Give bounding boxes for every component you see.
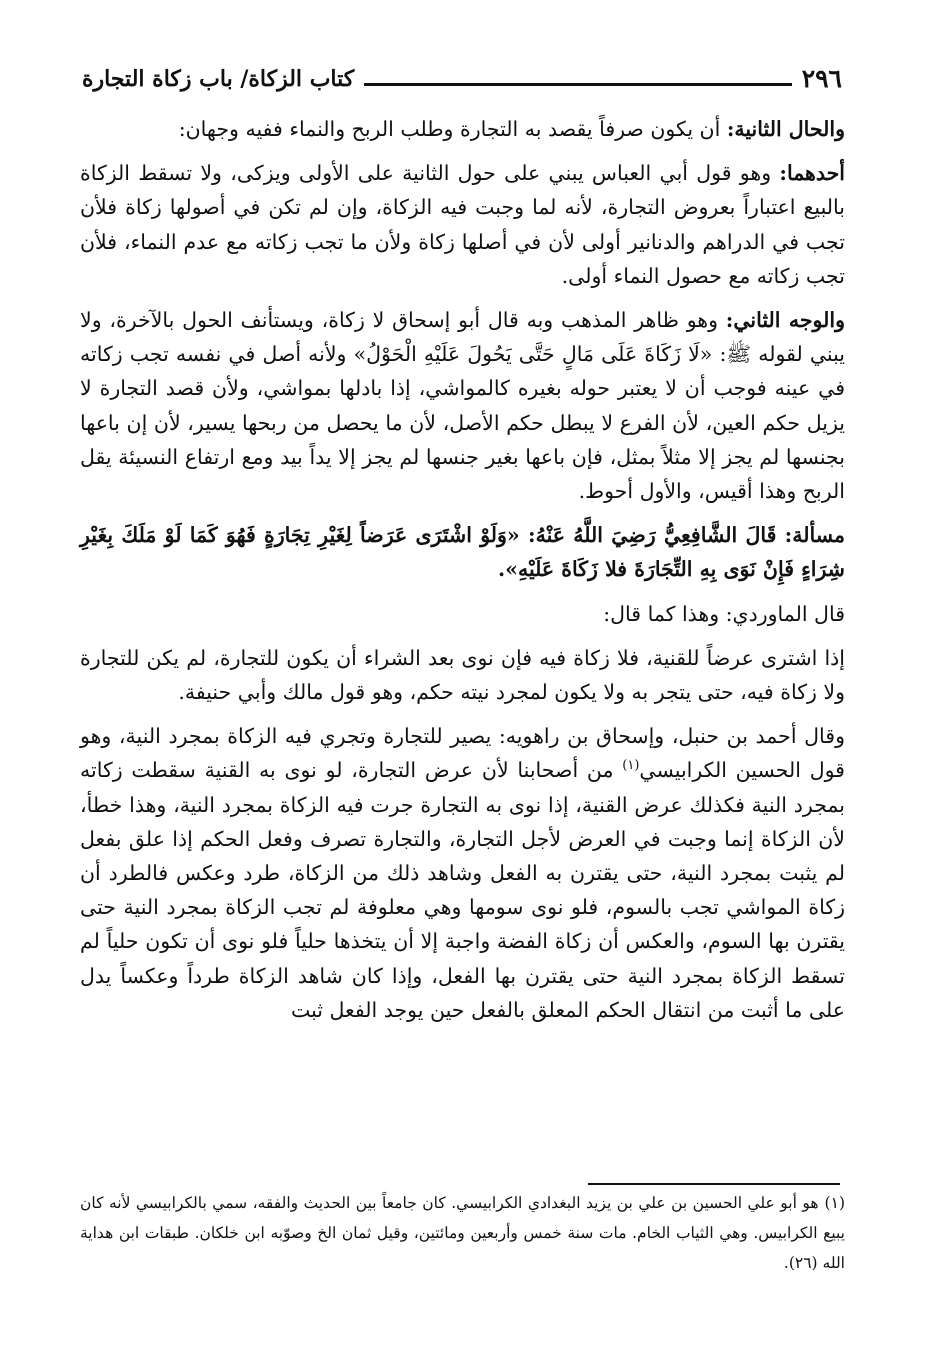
page-header (82, 54, 842, 94)
paragraph-first-view (80, 156, 845, 293)
paragraph-text: أن يكون صرفاً يقصد به التجارة وطلب الربح والنماء ففيه وجهان: (178, 117, 727, 141)
paragraph-ahmad-ishaq (80, 719, 845, 1027)
page-number: ٢٩٦ (801, 64, 842, 93)
footnote-rule (588, 1183, 840, 1185)
paragraph-lead: مسألة: قَالَ الشَّافِعِيُّ رَضِيَ اللَّهُ عَنْهُ: (528, 523, 845, 548)
header-rule (364, 83, 791, 86)
paragraph-text: وقال أحمد بن حنبل، وإسحاق بن راهويه: يصير للتجارة وتجري فيه الزكاة بمجرد النية، وهو قول الحسين الكرابيسي (80, 724, 845, 783)
paragraph-text: من أصحابنا لأن عرض التجارة، لو نوى به القنية سقطت زكاته بمجرد النية فكذلك عرض القنية، إذا نوى به التجارة جرت فيه الزكاة بمجرد النية، وهذا خطأ، لأن الزكاة إنما وجبت في العرض لأجل التجارة، والتجارة تصرف وفعل الحكم إذا علق بفعل لم يثبت بمجرد النية، حتى يقترن به الفعل وشاهد ذلك من الزكاة، طرد وعكس فالطرد أن زكاة المواشي تجب بالسوم، فلو نوى سومها وهي معلوفة لم تجب الزكاة بمجرد النية حتى يقترن بها السوم، والعكس أن زكاة الفضة واجبة إلا أن يتخذها حلياً فلو نوى أن تكون حلياً لم تسقط الزكاة بمجرد النية حتى يقترن بها الفعل، وإذا كان شاهد الزكاة طرداً وعكساً يدل على ما أثبت من انتقال الحكم المعلق بالفعل حين يوجد الفعل ثبت (80, 758, 845, 1022)
paragraph-masala (80, 518, 845, 586)
paragraph-text: وهو قول أبي العباس يبني على حول الثانية على الأولى ويزكى، ولا تسقط الزكاة بالبيع اعتباراً بعروض التجارة، لأنه لما وجبت فيه الزكاة، وإن لم تكن في أصولها زكاة فلأن تجب في الدراهم والدنانير أولى لأن في أصلها زكاة ولأن ما تجب زكاته مع عدم النماء، فلأن تجب زكاته مع حصول النماء أولى. (80, 161, 845, 288)
paragraph-second-state (80, 112, 845, 146)
paragraph-mawardi: قال الماوردي: وهذا كما قال: (603, 601, 845, 626)
paragraph-lead: والوجه الثاني: (725, 308, 845, 333)
paragraph-lead: والحال الثانية: (726, 117, 845, 141)
paragraph-second-view (80, 303, 845, 508)
paragraph-text: وهو ظاهر المذهب وبه قال أبو إسحاق لا زكاة، ويستأنف الحول بالآخرة، ولا يبني لقوله ﷺ: «لَا زَكَاةَ عَلَى مَالٍ حَتَّى يَحُولَ عَلَيْهِ الْحَوْلُ» ولأنه أصل في نفسه تجب زكاته في عينه فوجب أن لا يعتبر حوله بغيره كالمواشي، إذا بادلها بمواشي، ولأن قصد التجارة لا يزيل حكم العين، لأن الفرع لا يبطل حكم الأصل، لأن ما يحصل من ربحها يسير، لأن إن باعها بجنسها لم يجز إلا مثلاً بمثل، فإن باعها بغير جنسها لم يجز إلا يداً بيد ومع ارتفاع النسيئة يقل الربح وهذا أقيس، والأول أحوط. (80, 308, 845, 504)
paragraph-lead: أحدهما: (779, 161, 845, 186)
main-text (80, 112, 845, 1027)
running-title: كتاب الزكاة/ باب زكاة التجارة (82, 66, 355, 92)
footnotes (80, 1188, 845, 1278)
paragraph-purchase-for-possession: إذا اشترى عرضاً للقنية، فلا زكاة فيه فإن نوى بعد الشراء أن يكون للتجارة، لم يكن للتجارة ولا زكاة فيه، حتى يتجر به ولا يكون لمجرد نيته حكم، وهو قول مالك وأبي حنيفة. (80, 645, 845, 705)
footnote-reference: (١) (622, 758, 640, 774)
footnote-item (80, 1188, 845, 1278)
footnote-number: (١) (824, 1194, 845, 1212)
paragraph-quote: «وَلَوْ اشْتَرَى عَرَضاً لِغَيْرِ تِجَارَةٍ فَهُوَ كَمَا لَوْ مَلَكَ بِغَيْرِ شِرَاءٍ فَإِنْ نَوَى بِهِ التِّجَارَةَ فلا زَكَاةَ عَلَيْهِ». (80, 523, 845, 582)
footnote-text: هو أبو علي الحسين بن علي بن يزيد البغدادي الكرابيسي. كان جامعاً بين الحديث والفقه، سمي بالكرابيسي لأنه كان يبيع الكرابيس. وهي الثياب الخام. مات سنة خمس وأربعين ومائتين، وقيل ثمان الخ وصوّبه ابن خلكان. طبقات ابن هداية الله (٢٦). (80, 1194, 845, 1272)
